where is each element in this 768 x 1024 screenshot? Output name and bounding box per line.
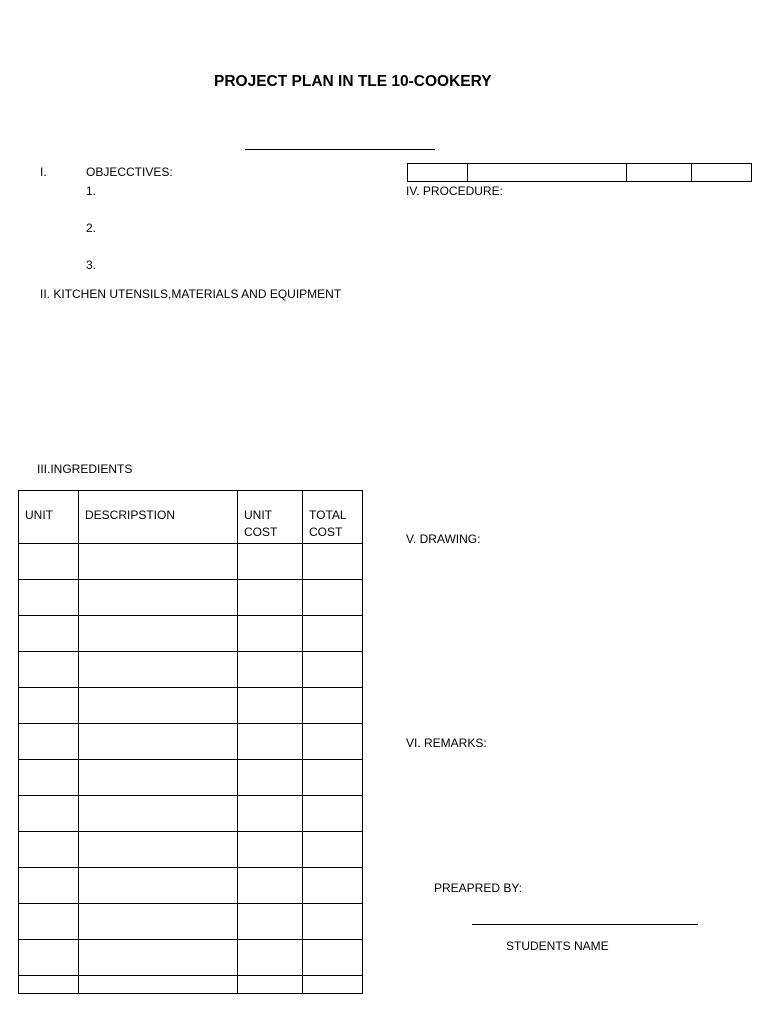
table-header-row <box>19 491 363 544</box>
objective-item-1: 1. <box>86 184 97 198</box>
prepared-by-label: PREAPRED BY: <box>434 881 523 895</box>
table-row <box>19 616 363 652</box>
table-row <box>19 652 363 688</box>
column-header-total-cost: TOTAL COST <box>303 491 363 544</box>
table-cell[interactable] <box>303 544 363 580</box>
table-cell[interactable] <box>468 164 627 182</box>
signature-line <box>472 924 698 925</box>
table-cell[interactable] <box>238 760 303 796</box>
table-cell[interactable] <box>303 760 363 796</box>
table-cell[interactable] <box>692 164 752 182</box>
table-cell[interactable] <box>303 940 363 976</box>
table-cell[interactable] <box>79 940 238 976</box>
table-cell[interactable] <box>19 868 79 904</box>
table-cell[interactable] <box>19 544 79 580</box>
table-cell[interactable] <box>79 796 238 832</box>
table-cell[interactable] <box>79 868 238 904</box>
table-cell[interactable] <box>238 688 303 724</box>
column-header-unit-cost: UNIT COST <box>238 491 303 544</box>
table-cell[interactable] <box>79 832 238 868</box>
column-header-unit: UNIT <box>19 491 79 544</box>
table-cell[interactable] <box>79 760 238 796</box>
title-underline <box>245 149 435 150</box>
table-cell[interactable] <box>79 544 238 580</box>
table-row <box>19 724 363 760</box>
table-cell[interactable] <box>238 544 303 580</box>
objectives-numeral: I. <box>40 165 47 179</box>
table-cell[interactable] <box>303 904 363 940</box>
table-cell[interactable] <box>79 904 238 940</box>
table-cell[interactable] <box>19 976 79 994</box>
table-cell[interactable] <box>19 688 79 724</box>
table-cell[interactable] <box>19 724 79 760</box>
students-name-label: STUDENTS NAME <box>506 939 609 953</box>
table-cell[interactable] <box>238 976 303 994</box>
table-row <box>19 832 363 868</box>
column-header-description: DESCRIPSTION <box>79 491 238 544</box>
table-cell[interactable] <box>79 616 238 652</box>
remarks-heading: VI. REMARKS: <box>406 736 487 750</box>
table-row <box>19 976 363 994</box>
table-cell[interactable] <box>238 580 303 616</box>
table-cell[interactable] <box>19 760 79 796</box>
table-cell[interactable] <box>303 616 363 652</box>
ingredients-heading: III.INGREDIENTS <box>37 462 133 476</box>
table-cell[interactable] <box>19 796 79 832</box>
table-cell[interactable] <box>627 164 692 182</box>
table-cell[interactable] <box>238 796 303 832</box>
table-row <box>19 760 363 796</box>
table-cell[interactable] <box>303 652 363 688</box>
table-cell[interactable] <box>303 868 363 904</box>
drawing-heading: V. DRAWING: <box>406 532 481 546</box>
ingredients-table <box>18 490 363 994</box>
header-info-table <box>407 163 752 182</box>
table-row <box>19 868 363 904</box>
objective-item-2: 2. <box>86 221 97 235</box>
table-row <box>19 580 363 616</box>
table-row <box>19 688 363 724</box>
table-cell[interactable] <box>79 652 238 688</box>
table-cell[interactable] <box>79 976 238 994</box>
objectives-heading: OBJECCTIVES: <box>86 165 173 179</box>
table-cell[interactable] <box>19 940 79 976</box>
table-cell[interactable] <box>408 164 468 182</box>
table-cell[interactable] <box>19 904 79 940</box>
table-cell[interactable] <box>238 904 303 940</box>
table-cell[interactable] <box>303 796 363 832</box>
table-cell[interactable] <box>79 724 238 760</box>
table-cell[interactable] <box>238 724 303 760</box>
table-cell[interactable] <box>303 688 363 724</box>
table-row <box>19 796 363 832</box>
objective-item-3: 3. <box>86 258 97 272</box>
table-cell[interactable] <box>238 868 303 904</box>
table-cell[interactable] <box>238 940 303 976</box>
procedure-heading: IV. PROCEDURE: <box>406 184 503 198</box>
table-cell[interactable] <box>19 616 79 652</box>
table-cell[interactable] <box>303 580 363 616</box>
table-cell[interactable] <box>303 832 363 868</box>
table-row <box>19 904 363 940</box>
table-cell[interactable] <box>19 832 79 868</box>
table-row <box>19 940 363 976</box>
table-row <box>19 544 363 580</box>
table-cell[interactable] <box>238 832 303 868</box>
table-cell[interactable] <box>79 580 238 616</box>
table-cell[interactable] <box>19 652 79 688</box>
table-cell[interactable] <box>19 580 79 616</box>
table-cell[interactable] <box>303 976 363 994</box>
document-title: PROJECT PLAN IN TLE 10-COOKERY <box>214 73 492 90</box>
table-cell[interactable] <box>238 652 303 688</box>
table-cell[interactable] <box>303 724 363 760</box>
table-cell[interactable] <box>79 688 238 724</box>
utensils-heading: II. KITCHEN UTENSILS,MATERIALS AND EQUIPMENT <box>40 287 342 301</box>
table-cell[interactable] <box>238 616 303 652</box>
